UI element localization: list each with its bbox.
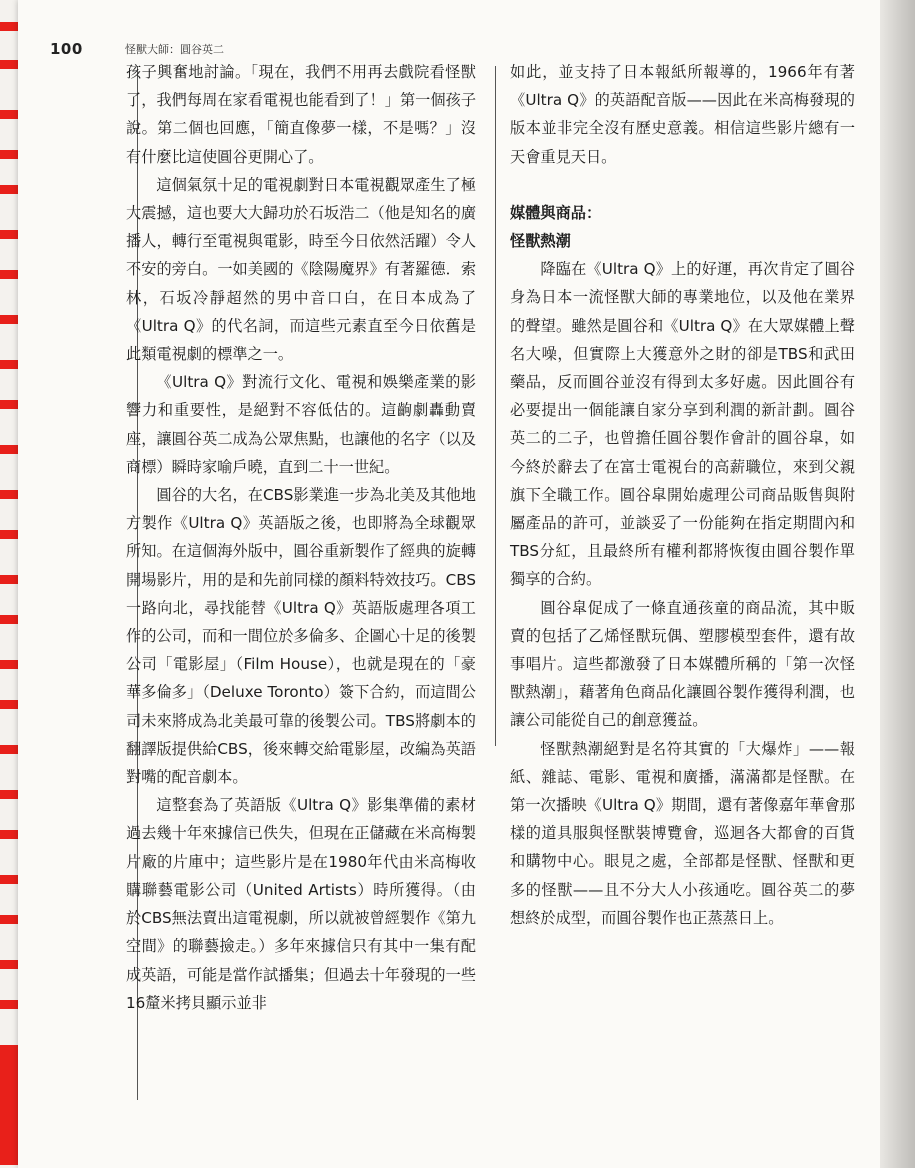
page-edge-tab <box>0 315 18 324</box>
running-title: 怪獸大師：圓谷英二 <box>125 43 224 56</box>
page-edge-tab <box>0 110 18 119</box>
page-edge-tab <box>0 960 18 969</box>
page-edge-tab <box>0 700 18 709</box>
page-edge-tab <box>0 660 18 669</box>
book-spine-edge <box>0 0 18 1168</box>
page-edge-tab <box>0 60 18 69</box>
page-edge-tab <box>0 790 18 799</box>
paragraph: 這整套為了英語版《Ultra Q》影集準備的素材過去幾十年來據信已佚失，但現在正儲藏在米高梅製片廠的片庫中；這些影片是在1980年代由米高梅收購聯藝電影公司（United Artists）時所獲得。（由於CBS無法賣出這電視劇，所以就被曾經製作《第九空間》的聯藝撿走。）多年來據信只有其中一集有配成英語，可能是當作試播集；但過去十年發現的一些16釐米拷貝顯示並非 <box>126 796 476 1012</box>
page-edge-tab <box>0 185 18 194</box>
page-edge-tab <box>0 270 18 279</box>
paragraph: 這個氣氛十足的電視劇對日本電視觀眾產生了極大震撼，這也要大大歸功於石坂浩二（他是知名的廣播人，轉行至電視與電影，時至今日依然活躍）令人不安的旁白。一如美國的《陰陽魔界》有著羅德．索林，石坂冷靜超然的男中音口白，在日本成為了《Ultra Q》的代名詞，而這些元素直至今日依舊是此類電視劇的標準之一。 <box>126 175 476 364</box>
page-edge-tab <box>0 530 18 539</box>
page-edge-tab <box>0 575 18 584</box>
paragraph: 孩子興奮地討論。「現在，我們不用再去戲院看怪獸了，我們每周在家看電視也能看到了！」第一個孩子說。第二個也回應，「簡直像夢一樣，不是嗎？」沒有什麼比這使圓谷更開心了。 <box>126 63 476 166</box>
page-edge-tab <box>0 230 18 239</box>
paragraph: 圓谷的大名，在CBS影業進一步為北美及其他地方製作《Ultra Q》英語版之後，也即將為全球觀眾所知。在這個海外版中，圓谷重新製作了經典的旋轉開場影片，用的是和先前同樣的顏料特效技巧。CBS一路向北，尋找能替《Ultra Q》英語版處理各項工作的公司，而和一間位於多倫多、企圖心十足的後製公司「電影屋」（Film House），也就是現在的「豪華多倫多」（Deluxe Toronto）簽下合約，而這間公司未來將成為北美最可靠的後製公司。TBS將劇本的翻譯版提供給CBS，後來轉交給電影屋，改編為英語對嘴的配音劇本。 <box>126 486 476 787</box>
page-edge-tab <box>0 1000 18 1009</box>
page-edge-tab <box>0 615 18 624</box>
page-edge-tab <box>0 830 18 839</box>
paragraph: 怪獸熱潮絕對是名符其實的「大爆炸」——報紙、雜誌、電影、電視和廣播，滿滿都是怪獸。在第一次播映《Ultra Q》期間，還有著像嘉年華會那樣的道具服與怪獸裝博覽會，巡迴各大都會的百貨和購物中心。眼見之處，全部都是怪獸、怪獸和更多的怪獸——且不分大人小孩通吃。圓谷英二的夢想終於成型，而圓谷製作也正蒸蒸日上。 <box>510 739 855 927</box>
left-column <box>126 58 476 1017</box>
paragraph: 降臨在《Ultra Q》上的好運，再次肯定了圓谷身為日本一流怪獸大師的專業地位，以及他在業界的聲望。雖然是圓谷和《Ultra Q》在大眾媒體上聲名大噪，但實際上大獲意外之財的卻是TBS和武田藥品，反而圓谷並沒有得到太多好處。因此圓谷有必要提出一個能讓自家分享到利潤的新計劃。圓谷英二的二子，也曾擔任圓谷製作會計的圓谷皐，如今終於辭去了在富士電視台的高薪職位，來到父親旗下全職工作。圓谷皐開始處理公司商品販售與附屬產品的許可，並談妥了一份能夠在指定期間內和TBS分紅，且最終所有權利都將恢復由圓谷製作單獨享的合約。 <box>510 260 855 589</box>
page-edge-tab <box>0 490 18 499</box>
paragraph-continuation: 如此，並支持了日本報紙所報導的，1966年有著《Ultra Q》的英語配音版——因此在米高梅發現的版本並非完全沒有歷史意義。相信這些影片總有一天會重見天日。 <box>510 63 855 166</box>
section-heading: 媒體與商品： <box>510 203 602 222</box>
right-column <box>510 58 855 932</box>
page-edge-tab <box>0 915 18 924</box>
paragraph: 圓谷皐促成了一條直通孩童的商品流，其中販賣的包括了乙烯怪獸玩偶、塑膠模型套件，還有故事唱片。這些都激發了日本媒體所稱的「第一次怪獸熱潮」，藉著角色商品化讓圓谷製作獲得利潤，也讓公司能從自己的創意獲益。 <box>510 598 855 730</box>
page-number: 100 <box>50 40 83 58</box>
page-right-margin <box>880 0 915 1168</box>
page-edge-tab <box>0 745 18 754</box>
page-edge-tab <box>0 445 18 454</box>
page-edge-tab <box>0 875 18 884</box>
paragraph: 《Ultra Q》對流行文化、電視和娛樂產業的影響力和重要性，是絕對不容低估的。這齣劇轟動賣座，讓圓谷英二成為公眾焦點，也讓他的名字（以及商標）瞬時家喻戶曉，直到二十一世紀。 <box>126 373 476 476</box>
page-edge-tab <box>0 1045 18 1165</box>
page-edge-tab <box>0 400 18 409</box>
page-edge-tab <box>0 360 18 369</box>
page-edge-tab <box>0 22 18 31</box>
page-edge-tab <box>0 150 18 159</box>
section-subheading: 怪獸熱潮 <box>510 232 571 251</box>
middle-column-rule <box>495 66 496 746</box>
